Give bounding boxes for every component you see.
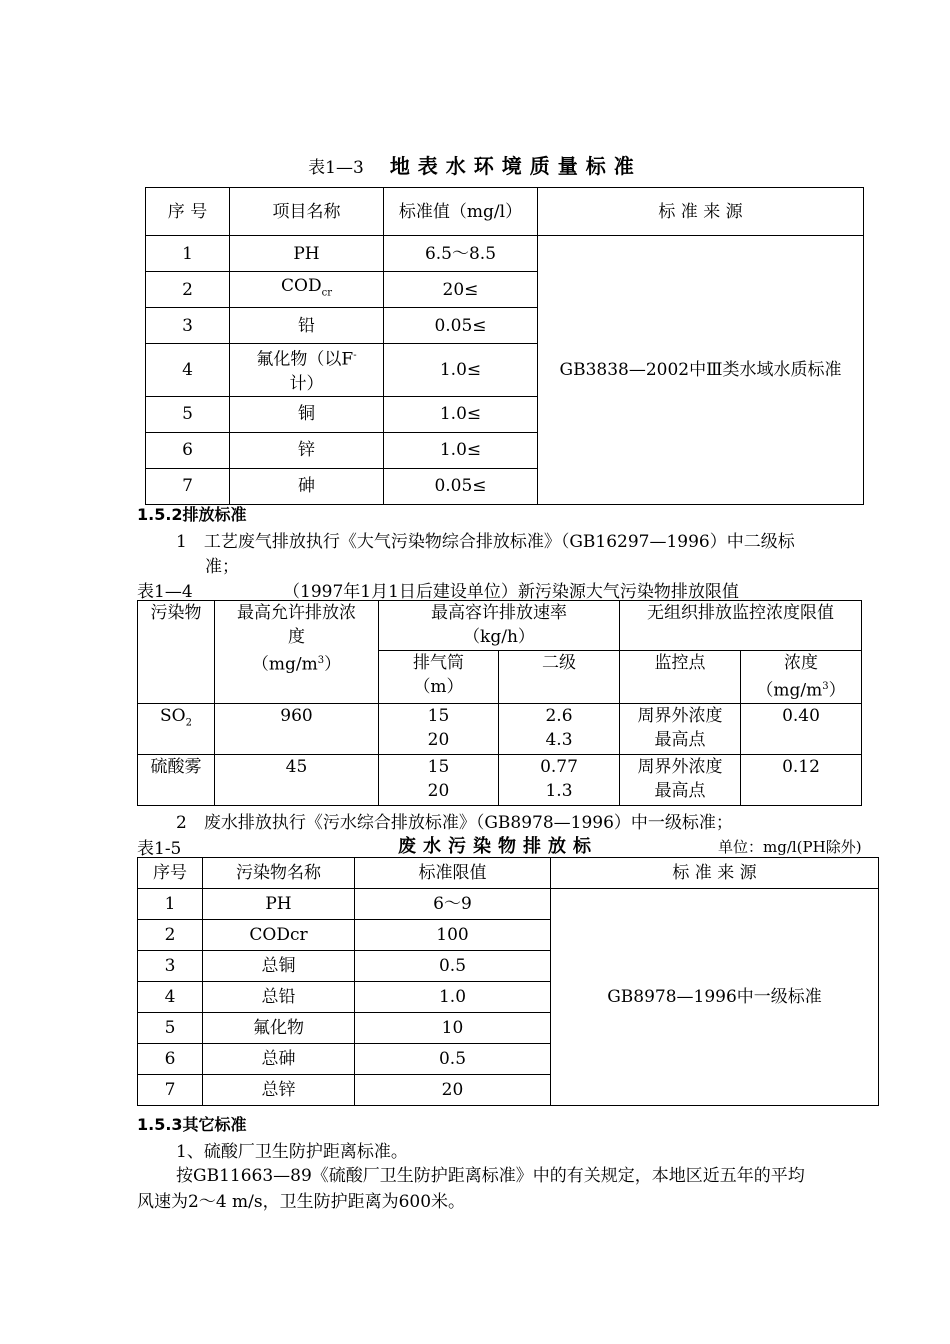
row-stack1: 15 (427, 756, 450, 777)
table15 (137, 857, 879, 1106)
table15-header-source: 标 准 来 源 (551, 858, 879, 889)
row-item-sup: - (353, 350, 357, 361)
row-item: 总砷 (203, 1044, 355, 1075)
table13-header-item: 项目名称 (230, 188, 384, 236)
row-value: 20 (355, 1075, 551, 1106)
table13 (145, 187, 864, 505)
row-stack (379, 703, 499, 754)
row-name: 硫酸雾 (138, 754, 215, 805)
table-row (146, 236, 864, 272)
row-stack2: 20 (427, 780, 450, 801)
row-item (230, 344, 384, 397)
row-rate1: 0.77 (540, 756, 578, 777)
header-density-label: 浓度 (784, 653, 818, 673)
table15-caption-title: 废水污染物排放标 (398, 836, 598, 857)
section152-heading: 1.5.2排放标准 (137, 505, 247, 524)
table-row (138, 754, 862, 805)
row-name (138, 703, 215, 754)
section153-para1: 1、硫酸厂卫生防护距离标准。 (176, 1142, 408, 1162)
row-item: PH (203, 889, 355, 920)
row-stack2: 20 (427, 729, 450, 750)
section153-heading: 1.5.3其它标准 (137, 1115, 247, 1134)
row-value: 0.05≤ (384, 308, 538, 344)
row-monitor (620, 754, 741, 805)
row-value: 0.5 (355, 951, 551, 982)
row-no: 7 (138, 1075, 203, 1106)
row-no: 5 (138, 1013, 203, 1044)
row-stack1: 15 (427, 705, 450, 726)
table14-header-rate (379, 601, 620, 651)
row-no: 2 (146, 272, 230, 308)
table14-header-row1 (138, 601, 862, 651)
table14 (137, 600, 862, 806)
row-item: PH (230, 236, 384, 272)
table13-header-row (146, 188, 864, 236)
row-value: 0.5 (355, 1044, 551, 1075)
item2-text: 2 废水排放执行《污水综合排放标准》（GB8978—1996）中一级标准； (176, 813, 733, 833)
table13-header-source: 标 准 来 源 (538, 188, 864, 236)
header-rate-line2: （kg/h） (463, 627, 535, 647)
header-rate-line1: 最高容许排放速率 (431, 603, 567, 623)
table15-source: GB8978—1996中一级标准 (551, 889, 879, 1106)
header-conc-unit-sup: 3 (317, 655, 325, 666)
table-row (138, 889, 879, 920)
table14-header-fugitive: 无组织排放监控浓度限值 (620, 601, 862, 651)
row-density: 0.12 (741, 754, 862, 805)
row-monitor1: 周界外浓度 (637, 705, 723, 726)
row-rate (499, 754, 620, 805)
table13-caption (0, 150, 950, 179)
row-no: 3 (146, 308, 230, 344)
row-item: CODcr (203, 920, 355, 951)
table14-header-conc (215, 601, 379, 704)
header-density-unit-end: ） (828, 680, 846, 701)
table13-caption-title: 地表水环境质量标准 (389, 154, 642, 178)
table15-unit-note: 单位：mg/l(PH除外) (718, 838, 862, 856)
table14-header-pollutant: 污染物 (138, 601, 215, 704)
table15-header-value: 标准限值 (355, 858, 551, 889)
row-item: 砷 (230, 468, 384, 504)
row-conc: 45 (215, 754, 379, 805)
header-conc-unit-end: ） (324, 654, 342, 675)
header-stack-line1: 排气筒 (413, 653, 464, 673)
row-value: 1.0≤ (384, 344, 538, 397)
table15-header-row (138, 858, 879, 889)
row-value: 1.0≤ (384, 432, 538, 468)
row-rate1: 2.6 (545, 705, 573, 726)
table15-header-item: 污染物名称 (203, 858, 355, 889)
section153-para2-line1: 按GB11663—89《硫酸厂卫生防护距离标准》中的有关规定，本地区近五年的平均 (176, 1166, 805, 1186)
table15-caption-label: 表1-5 (137, 839, 182, 859)
row-rate (499, 703, 620, 754)
row-item: 锌 (230, 432, 384, 468)
row-monitor1: 周界外浓度 (637, 756, 723, 777)
row-item: 氟化物 (203, 1013, 355, 1044)
row-item: 铜 (230, 396, 384, 432)
row-item: 总铜 (203, 951, 355, 982)
row-density: 0.40 (741, 703, 862, 754)
row-no: 1 (138, 889, 203, 920)
row-item: 总锌 (203, 1075, 355, 1106)
row-item (230, 272, 384, 308)
row-item-text: 氟化物（以F (256, 349, 354, 370)
table13-source: GB3838—2002中Ⅲ类水域水质标准 (538, 236, 864, 505)
header-stack-line2: （m） (413, 677, 464, 697)
row-item-line2: 计） (289, 373, 324, 394)
table13-header-no: 序 号 (146, 188, 230, 236)
row-monitor2: 最高点 (654, 780, 706, 801)
table14-header-stack (379, 651, 499, 704)
table14-header-monitor: 监控点 (620, 651, 741, 704)
row-item-text: COD (281, 275, 322, 296)
table14-caption-label: 表1—4 (137, 582, 193, 602)
row-value: 1.0≤ (384, 396, 538, 432)
row-no: 3 (138, 951, 203, 982)
row-item: 铅 (230, 308, 384, 344)
row-no: 5 (146, 396, 230, 432)
row-no: 6 (146, 432, 230, 468)
row-value: 6～9 (355, 889, 551, 920)
table14-caption-title: （1997年1月1日后建设单位）新污染源大气污染物排放限值 (283, 582, 739, 602)
row-conc: 960 (215, 703, 379, 754)
row-value: 10 (355, 1013, 551, 1044)
row-monitor2: 最高点 (654, 729, 706, 750)
row-no: 4 (146, 344, 230, 397)
header-conc-line2: 度 (288, 627, 305, 647)
row-value: 20≤ (384, 272, 538, 308)
row-no: 2 (138, 920, 203, 951)
row-rate2: 1.3 (545, 780, 573, 801)
section152-item1-line2: 准； (205, 557, 239, 577)
row-monitor (620, 703, 741, 754)
row-name-sub: 2 (185, 717, 192, 729)
header-conc-unit: （mg/m (251, 654, 318, 675)
row-value: 6.5～8.5 (384, 236, 538, 272)
row-value: 0.05≤ (384, 468, 538, 504)
row-no: 6 (138, 1044, 203, 1075)
table15-header-no: 序号 (138, 858, 203, 889)
header-density-unit: （mg/m (756, 680, 823, 701)
table-row (138, 703, 862, 754)
row-no: 7 (146, 468, 230, 504)
row-item-sub: cr (321, 287, 332, 299)
table14-header-density (741, 651, 862, 704)
row-rate2: 4.3 (545, 729, 573, 750)
row-no: 4 (138, 982, 203, 1013)
row-no: 1 (146, 236, 230, 272)
section153-para2-line2: 风速为2～4 m/s，卫生防护距离为600米。 (137, 1192, 466, 1212)
row-item: 总铅 (203, 982, 355, 1013)
row-value: 100 (355, 920, 551, 951)
section152-item1-line1: 1 工艺废气排放执行《大气污染物综合排放标准》（GB16297—1996）中二级标 (176, 532, 795, 552)
table13-header-value: 标准值（mg/l） (384, 188, 538, 236)
table13-caption-label: 表1—3 (308, 158, 364, 178)
row-stack (379, 754, 499, 805)
header-density-unit-sup: 3 (822, 681, 829, 692)
row-name-text: SO (160, 705, 186, 726)
table14-header-level2: 二级 (499, 651, 620, 704)
header-conc-line1: 最高允许排放浓 (237, 603, 356, 623)
row-value: 1.0 (355, 982, 551, 1013)
